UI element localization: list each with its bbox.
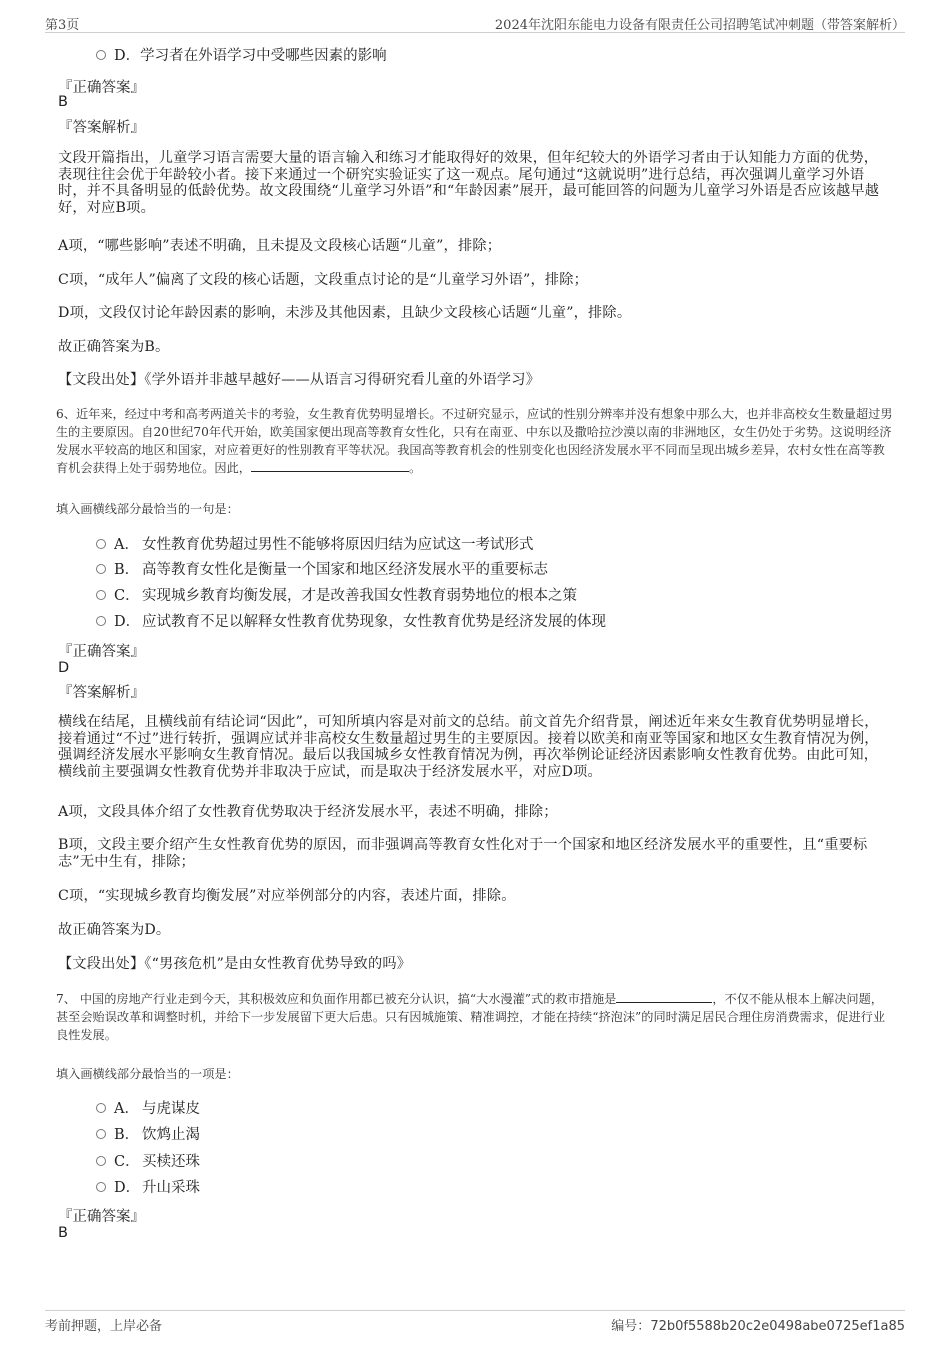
option-text: 实现城乡教育均衡发展，才是改善我国女性教育弱势地位的根本之策 xyxy=(142,588,577,604)
q6-analysis-p3: B项，文段主要介绍产生女性教育优势的原因，而非强调高等教育女性化对于一个国家和地区经济发展水平的重要性，且“重要标志”无中生有，排除； xyxy=(58,837,868,870)
document-title: 2024年沈阳东能电力设备有限责任公司招聘笔试冲刺题（带答案解析） xyxy=(494,18,905,33)
q6-option-b[interactable]: B． 高等教育女性化是衡量一个国家和地区经济发展水平的重要标志 xyxy=(96,560,548,580)
q6-answer-label: 『正确答案』 xyxy=(58,644,145,660)
q5-analysis-p3: C项，“成年人”偏离了文段的核心话题，文段重点讨论的是“儿童学习外语”，排除； xyxy=(58,272,589,288)
option-text: 买椟还珠 xyxy=(142,1154,200,1170)
q5-analysis-p4: D项，文段仅讨论年龄因素的影响，未涉及其他因素，且缺少文段核心话题“儿童”，排除。 xyxy=(58,305,632,321)
q5-analysis-p1: 文段开篇指出，儿童学习语言需要大量的语言输入和练习才能取得好的效果，但年纪较大的外语学习者由于认知能力方面的优势，表现往往会优于年龄较小者。接下来通过一个研究实验证实了这一观点。尾句通过“这就说明”进行总结，再次强调儿童学习外语时，并不具备明显的低龄优势。故文段围绕“儿童学习外语”和“年龄因素”展开，最可能回答的问题为儿童学习外语是否应该越早越好，对应B项。 xyxy=(58,150,880,216)
q6-analysis-p1: 横线在结尾，且横线前有结论词“因此”，可知所填内容是对前文的总结。前文首先介绍背景，阐述近年来女生教育优势明显增长，接着通过“不过”进行转折，强调应试并非高校女生数量超过男生的主要原因。接着以欧美和南亚等国家和地区女生教育情况为例，强调经济发展水平影响女生教育情况。最后以我国城乡女性教育情况为例，再次举例论证经济因素影响女性教育优势。由此可知，横线前主要强调女性教育优势并非取决于应试，而是取决于经济发展水平，对应D项。 xyxy=(58,714,879,780)
q5-answer-label: 『正确答案』 xyxy=(58,80,145,96)
document-code: 编号：72b0f5588b20c2e0498abe0725ef1a85 xyxy=(611,1319,905,1334)
q6-option-a[interactable]: A． 女性教育优势超过男性不能够将原因归结为应试这一考试形式 xyxy=(96,535,534,555)
radio-icon[interactable] xyxy=(96,1156,106,1166)
radio-icon[interactable] xyxy=(96,616,106,626)
q5-analysis-p2: A项，“哪些影响”表述不明确，且未提及文段核心话题“儿童”，排除； xyxy=(58,238,502,254)
page-header xyxy=(45,10,905,33)
q7-prompt: 填入画横线部分最恰当的一项是： xyxy=(56,1067,239,1081)
radio-icon[interactable] xyxy=(96,1103,106,1113)
q6-analysis-p4: C项，“实现城乡教育均衡发展”对应举例部分的内容，表述片面，排除。 xyxy=(58,888,516,904)
radio-icon[interactable] xyxy=(96,1129,106,1139)
q6-stem: 6、近年来，经过中考和高考两道关卡的考验，女生教育优势明显增长。不过研究显示，应试的性别分辨率并没有想象中那么大，也并非高校女生数量超过男生的主要原因。自20世纪70年代开始，欧美国家便出现高等教育女性化，只有在南亚、中东以及撒哈拉沙漠以南的非洲地区，女生仍处于劣势。这说明经济发展水平较高的地区和国家，对应着更好的性别教育平等状况。我国高等教育机会的性别变化也因经济发展水平不同而呈现出城乡差异，农村女性在高等教育机会获得上处于弱势地位。因此， 。 xyxy=(56,407,893,475)
option-text: 饮鸩止渴 xyxy=(142,1127,200,1143)
fill-blank xyxy=(251,459,409,472)
q5-option-d[interactable]: D．学习者在外语学习中受哪些因素的影响 xyxy=(96,46,387,66)
q7-option-a[interactable]: A． 与虎谋皮 xyxy=(96,1099,200,1119)
radio-icon[interactable] xyxy=(96,564,106,574)
q5-analysis-label: 『答案解析』 xyxy=(58,120,145,136)
option-text: 女性教育优势超过男性不能够将原因归结为应试这一考试形式 xyxy=(142,537,534,553)
option-text: 高等教育女性化是衡量一个国家和地区经济发展水平的重要标志 xyxy=(142,562,548,578)
q7-option-c[interactable]: C． 买椟还珠 xyxy=(96,1152,200,1172)
page-number: 第3页 xyxy=(45,18,80,33)
page-footer xyxy=(45,1310,905,1335)
q6-prompt: 填入画横线部分最恰当的一句是： xyxy=(56,502,239,516)
radio-icon[interactable] xyxy=(96,1182,106,1192)
option-text: 应试教育不足以解释女性教育优势现象，女性教育优势是经济发展的体现 xyxy=(142,614,606,630)
radio-icon[interactable] xyxy=(96,590,106,600)
fill-blank xyxy=(616,990,712,1003)
q7-option-d[interactable]: D． 升山采珠 xyxy=(96,1178,200,1198)
q5-answer: B xyxy=(58,94,68,110)
q6-option-d[interactable]: D． 应试教育不足以解释女性教育优势现象，女性教育优势是经济发展的体现 xyxy=(96,612,606,632)
q6-source: 【文段出处】《“男孩危机”是由女性教育优势导致的吗》 xyxy=(58,956,412,972)
q7-answer-label: 『正确答案』 xyxy=(58,1209,145,1225)
q6-analysis-p2: A项，文段具体介绍了女性教育优势取决于经济发展水平，表述不明确，排除； xyxy=(58,804,558,820)
q7-stem: 7、 中国的房地产行业走到今天，其积极效应和负面作用都已被充分认识，搞“大水漫灌”式的救市措施是 ，不仅不能从根本上解决问题，甚至会贻误改革和调整时机，并给下一步发展留下更大后患。只有因城施策、精准调控，才能在持续“挤泡沫”的同时满足居民合理住房消费需求，促进行业良性发展。 xyxy=(56,992,886,1042)
q6-analysis-label: 『答案解析』 xyxy=(58,685,145,701)
q7-option-b[interactable]: B． 饮鸩止渴 xyxy=(96,1125,200,1145)
q6-analysis-p5: 故正确答案为D。 xyxy=(58,922,171,938)
footer-slogan: 考前押题，上岸必备 xyxy=(45,1319,163,1334)
option-text: 与虎谋皮 xyxy=(142,1101,200,1117)
option-text: 学习者在外语学习中受哪些因素的影响 xyxy=(140,48,387,64)
radio-icon[interactable] xyxy=(96,50,106,60)
radio-icon[interactable] xyxy=(96,539,106,549)
q7-answer: B xyxy=(58,1225,68,1241)
q6-answer: D xyxy=(58,660,70,676)
q6-option-c[interactable]: C． 实现城乡教育均衡发展，才是改善我国女性教育弱势地位的根本之策 xyxy=(96,586,577,606)
q5-source: 【文段出处】《学外语并非越早越好——从语言习得研究看儿童的外语学习》 xyxy=(58,372,541,388)
q5-analysis-p5: 故正确答案为B。 xyxy=(58,339,170,355)
option-text: 升山采珠 xyxy=(142,1180,200,1196)
